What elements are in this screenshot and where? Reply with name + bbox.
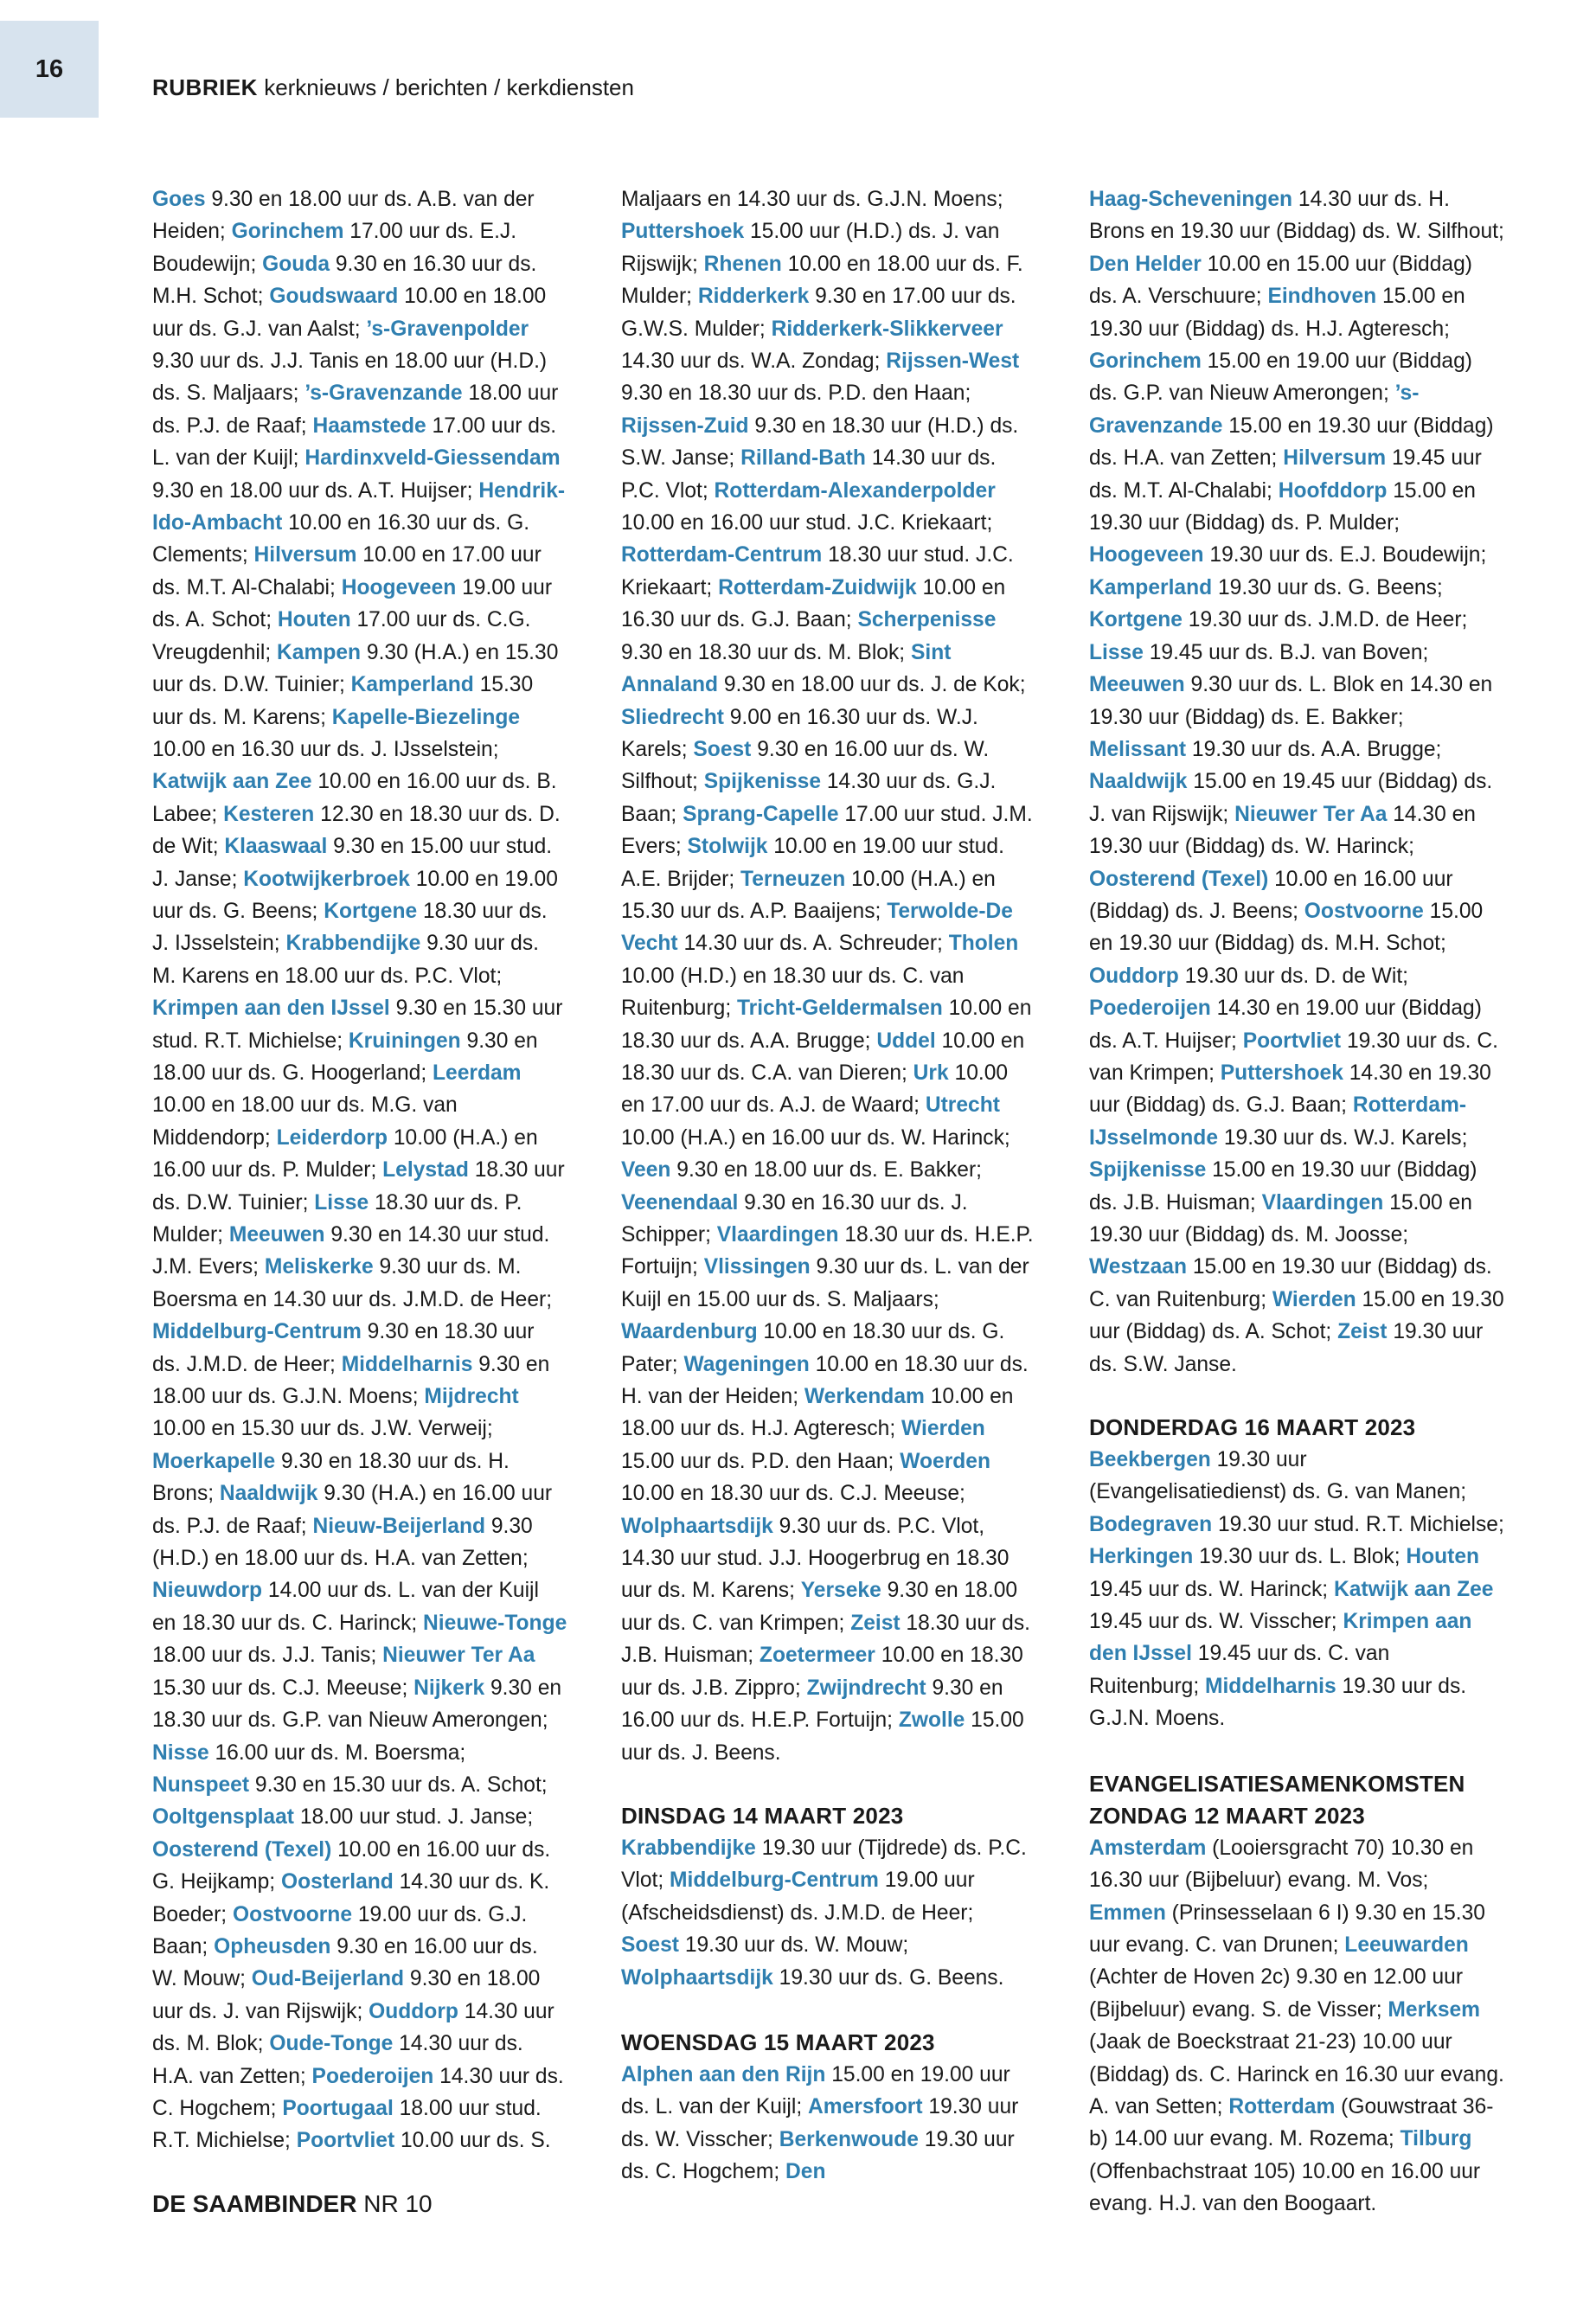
place-name: Tholen <box>948 932 1019 956</box>
rubric-label: RUBRIEK <box>152 74 258 100</box>
place-name: Naaldwijk <box>219 1482 318 1506</box>
place-name: Amsterdam <box>1089 1836 1207 1860</box>
place-name: Kruiningen <box>348 1029 461 1053</box>
place-name: Terneuzen <box>740 867 846 891</box>
place-name: Katwijk aan Zee <box>1333 1577 1494 1601</box>
place-name: ’s-Gravenzande <box>304 381 463 406</box>
place-name: Westzaan <box>1089 1255 1187 1279</box>
place-name: Oostvoorne <box>232 1902 352 1926</box>
place-name: Nijkerk <box>413 1676 485 1700</box>
place-name: Spijkenisse <box>1089 1158 1207 1183</box>
place-name: Kesteren <box>223 802 315 826</box>
church-service-list: Amsterdam (Looiersgracht 70) 10.30 en 16.30 uur (Bijbeluur) evang. M. Vos; Emmen (Prinsesselaan 6 I) 9.30 en 15.30 uur evang. C. van Drunen; Leeuwarden (Achter de Hoven 2c) 9.30 en 12.00 uur (Bijbeluur) evang. S. de Visser; Merksem (Jaak de Boeckstraat 21-23) 10.00 uur (Biddag) ds. C. Harinck en 16.30 uur evang. A. van Setten; Rotterdam (Gouwstraat 36-b) 14.00 uur evang. M. Rozema; Tilburg (Offenbachstraat 105) 10.00 en 16.00 uur evang. H.J. van den Boogaart. <box>1089 1836 1504 2216</box>
church-service-list: Krabbendijke 19.30 uur (Tijdrede) ds. P.C. Vlot; Middelburg-Centrum 19.00 uur (Afscheidsdienst) ds. J.M.D. de Heer; Soest 19.30 uur ds. W. Mouw; Wolphaartsdijk 19.30 uur ds. G. Beens. <box>621 1836 1027 1990</box>
place-name: Nieuwer Ter Aa <box>382 1644 535 1668</box>
place-name: Soest <box>693 737 752 761</box>
place-name: Wierden <box>901 1417 985 1441</box>
place-name: Leerdam <box>433 1061 522 1085</box>
place-name: Terwolde-De Vecht <box>621 899 1013 956</box>
place-name: Oosterend (Texel) <box>152 1837 332 1862</box>
place-name: Kapelle-Biezelinge <box>331 705 521 729</box>
place-name: Sprang-Capelle <box>683 802 839 826</box>
place-name: Meliskerke <box>264 1255 374 1279</box>
place-name: Urk <box>913 1061 949 1085</box>
place-name: Vlissingen <box>703 1255 811 1279</box>
place-name: Nieuw-Beijerland <box>312 1514 486 1538</box>
place-name: Woerden <box>900 1449 990 1473</box>
place-name: Waardenburg <box>621 1320 758 1344</box>
church-service-list: Beekbergen 19.30 uur (Evangelisatiedienst) ds. G. van Manen; Bodegraven 19.30 uur stud. R.T. Michielse; Herkingen 19.30 uur ds. L. Blok; Houten 19.45 uur ds. W. Harinck; Katwijk aan Zee 19.45 uur ds. W. Visscher; Krimpen aan den IJssel 19.45 uur ds. C. van Ruitenburg; Middelharnis 19.30 uur ds. G.J.N. Moens. <box>1089 1448 1504 1731</box>
magazine-name: DE SAAMBINDER <box>152 2190 357 2217</box>
place-name: Mijdrecht <box>424 1385 519 1409</box>
place-name: Nieuwdorp <box>152 1579 263 1603</box>
place-name: Lisse <box>314 1190 369 1215</box>
place-name: Goes <box>152 188 206 211</box>
place-name: Middelharnis <box>1204 1674 1336 1698</box>
place-name: Vlaardingen <box>1261 1190 1384 1215</box>
place-name: Den <box>785 2160 826 2184</box>
place-name: Zeist <box>850 1611 901 1635</box>
place-name: Puttershoek <box>1220 1061 1343 1085</box>
place-name: Ooltgensplaat <box>152 1805 294 1830</box>
place-name: Krimpen aan den IJssel <box>152 997 390 1021</box>
place-name: Werkendam <box>804 1385 925 1409</box>
place-name: Oostvoorne <box>1304 899 1424 923</box>
place-name: Krabbendijke <box>621 1836 756 1860</box>
place-name: Rijssen-West <box>886 349 1020 374</box>
place-name: Soest <box>621 1933 679 1958</box>
place-name: Beekbergen <box>1089 1448 1211 1472</box>
place-name: Tilburg <box>1400 2127 1472 2151</box>
place-name: Wolphaartsdijk <box>621 1514 773 1538</box>
place-name: Leiderdorp <box>276 1125 388 1150</box>
place-name: Meeuwen <box>228 1223 325 1247</box>
place-name: Poortvliet <box>296 2129 395 2153</box>
place-name: Rotterdam-IJsselmonde <box>1089 1093 1467 1150</box>
page-footer <box>152 2192 433 2216</box>
place-name: Tricht-Geldermalsen <box>736 997 943 1021</box>
section-heading-woensdag: WOENSDAG 15 MAART 2023 <box>621 2029 935 2055</box>
place-name: Nisse <box>152 1740 209 1765</box>
place-name: Rotterdam-Zuidwijk <box>718 575 917 599</box>
place-name: Alphen aan den Rijn <box>621 2062 826 2086</box>
place-name: Kamperland <box>1089 575 1213 599</box>
place-name: Vlaardingen <box>716 1223 839 1247</box>
place-name: Middelburg-Centrum <box>152 1320 362 1344</box>
place-name: Zoetermeer <box>759 1644 875 1668</box>
place-name: Kamperland <box>350 673 474 697</box>
place-name: Nunspeet <box>152 1772 250 1797</box>
issue-number: NR 10 <box>363 2190 433 2217</box>
place-name: Veenendaal <box>621 1190 739 1215</box>
place-name: Oude-Tonge <box>269 2032 394 2056</box>
place-name: ’s-Gravenzande <box>1089 381 1420 438</box>
place-name: Haag-Scheveningen <box>1089 188 1293 211</box>
place-name: Ridderkerk <box>697 285 810 309</box>
place-name: Melissant <box>1089 737 1187 761</box>
place-name: Krimpen aan den IJssel <box>1089 1610 1472 1666</box>
place-name: Lisse <box>1089 640 1144 664</box>
place-name: Kortgene <box>324 899 418 923</box>
column-3 <box>1089 183 1504 2221</box>
section-heading-evangelisatie <box>1089 1768 1504 1832</box>
place-name: Zwolle <box>898 1708 965 1733</box>
place-name: Oud-Beijerland <box>251 1967 405 1991</box>
place-name: Oosterland <box>280 1870 394 1894</box>
place-name: Berkenwoude <box>779 2127 919 2151</box>
place-name: Kootwijkerbroek <box>243 867 410 891</box>
place-name: Wierden <box>1272 1287 1356 1311</box>
place-name: Gouda <box>262 252 330 276</box>
place-name: Wageningen <box>683 1352 810 1376</box>
place-name: Poortvliet <box>1242 1029 1342 1053</box>
place-name: Middelharnis <box>341 1352 473 1376</box>
place-name: Gorinchem <box>231 220 344 244</box>
evangelisatie-title-line-2: ZONDAG 12 MAART 2023 <box>1089 1802 1365 1829</box>
place-name: Rotterdam-Centrum <box>621 543 823 567</box>
place-name: Spijkenisse <box>703 770 822 794</box>
place-name: Den Helder <box>1089 252 1202 276</box>
place-name: Poortugaal <box>282 2096 394 2120</box>
place-name: Scherpenisse <box>857 608 997 632</box>
place-name: ’s-Gravenpolder <box>366 317 529 341</box>
place-name: Meeuwen <box>1089 673 1185 697</box>
place-name: Rotterdam <box>1228 2094 1336 2118</box>
column-2 <box>621 183 1036 2189</box>
place-name: Nieuwer Ter Aa <box>1234 802 1388 826</box>
place-name: Utrecht <box>925 1093 1000 1118</box>
place-name: Yerseke <box>800 1579 881 1603</box>
place-name: Oosterend (Texel) <box>1089 867 1269 891</box>
place-name: Eindhoven <box>1267 285 1377 309</box>
place-name: Hilversum <box>1283 446 1387 471</box>
place-name: Gorinchem <box>1089 349 1202 374</box>
place-name: Hendrik-Ido-Ambacht <box>152 478 566 535</box>
place-name: Kortgene <box>1089 608 1183 632</box>
place-name: Wolphaartsdijk <box>621 1965 773 1990</box>
place-name: Hoofddorp <box>1278 478 1388 503</box>
place-name: Kampen <box>277 640 362 664</box>
place-name: Middelburg-Centrum <box>670 1868 879 1893</box>
place-name: Puttershoek <box>621 220 745 244</box>
place-name: Veen <box>621 1158 671 1183</box>
place-name: Herkingen <box>1089 1545 1194 1569</box>
evangelisatie-title-line-1: EVANGELISATIESAMENKOMSTEN <box>1089 1770 1465 1797</box>
place-name: Merksem <box>1388 1997 1481 2022</box>
place-name: Nieuwe-Tonge <box>423 1611 567 1635</box>
place-name: Leeuwarden <box>1344 1932 1469 1957</box>
rubric-header <box>152 76 634 99</box>
place-name: Hoogeveen <box>341 575 457 599</box>
place-name: Zeist <box>1337 1320 1388 1344</box>
church-service-list: Haag-Scheveningen 14.30 uur ds. H. Brons en 19.30 uur (Biddag) ds. W. Silfhout; Den Helder 10.00 en 15.00 uur (Biddag) ds. A. Verschuure; Eindhoven 15.00 en 19.30 uur (Biddag) ds. H.J. Agteresch; Gorinchem 15.00 en 19.00 uur (Biddag) ds. G.P. van Nieuw Amerongen; ’s-Gravenzande 15.00 en 19.30 uur (Biddag) ds. H.A. van Zetten; Hilversum 19.45 uur ds. M.T. Al-Chalabi; Hoofddorp 15.00 en 19.30 uur (Biddag) ds. P. Mulder; Hoogeveen 19.30 uur ds. E.J. Boudewijn; Kamperland 19.30 uur ds. G. Beens; Kortgene 19.30 uur ds. J.M.D. de Heer; Lisse 19.45 uur ds. B.J. van Boven; Meeuwen 9.30 uur ds. L. Blok en 14.30 en 19.30 uur (Biddag) ds. E. Bakker; Melissant 19.30 uur ds. A.A. Brugge; Naaldwijk 15.00 en 19.45 uur (Biddag) ds. J. van Rijswijk; Nieuwer Ter Aa 14.30 en 19.30 uur (Biddag) ds. W. Harinck; Oosterend (Texel) 10.00 en 16.00 uur (Biddag) ds. J. Beens; Oostvoorne 15.00 en 19.30 uur (Biddag) ds. M.H. Schot; Ouddorp 19.30 uur ds. D. de Wit; Poederoijen 14.30 en 19.00 uur (Biddag) ds. A.T. Huijser; Poortvliet 19.30 uur ds. C. van Krimpen; Puttershoek 14.30 en 19.30 uur (Biddag) ds. G.J. Baan; Rotterdam-IJsselmonde 19.30 uur ds. W.J. Karels; Spijkenisse 15.00 en 19.30 uur (Biddag) ds. J.B. Huisman; Vlaardingen 15.00 en 19.30 uur (Biddag) ds. M. Joosse; Westzaan 15.00 en 19.30 uur (Biddag) ds. C. van Ruitenburg; Wierden 15.00 en 19.30 uur (Biddag) ds. A. Schot; Zeist 19.30 uur ds. S.W. Janse. <box>1089 188 1504 1376</box>
place-name: Krabbendijke <box>285 932 421 956</box>
place-name: Bodegraven <box>1089 1512 1213 1536</box>
place-name: Katwijk aan Zee <box>152 770 312 794</box>
place-name: Rotterdam-Alexanderpolder <box>714 478 996 503</box>
church-service-list: Alphen aan den Rijn 15.00 en 19.00 uur ds. L. van der Kuijl; Amersfoort 19.30 uur ds. W. Visscher; Berkenwoude 19.30 uur ds. C. Hogchem; Den <box>621 2062 1019 2184</box>
place-name: Sliedrecht <box>621 705 724 729</box>
place-name: Zwijndrecht <box>806 1676 926 1700</box>
page-number: 16 <box>35 54 64 83</box>
place-name: Hilversum <box>253 543 357 567</box>
place-name: Ridderkerk-Slikkerveer <box>771 317 1003 341</box>
place-name: Goudswaard <box>269 285 399 309</box>
place-name: Uddel <box>876 1029 936 1053</box>
rubric-subtitle: kerknieuws / berichten / kerkdiensten <box>264 74 634 100</box>
place-name: Houten <box>1406 1545 1480 1569</box>
place-name: Hardinxveld-Giessendam <box>304 446 561 471</box>
place-name: Amersfoort <box>808 2095 923 2119</box>
place-name: Rilland-Bath <box>740 446 866 471</box>
place-name: Houten <box>277 608 351 632</box>
place-name: Poederoijen <box>311 2064 434 2088</box>
church-service-list: Goes 9.30 en 18.00 uur ds. A.B. van der Heiden; Gorinchem 17.00 uur ds. E.J. Boudewijn; Gouda 9.30 en 16.30 uur ds. M.H. Schot; Goudswaard 10.00 en 18.00 uur ds. G.J. van Aalst; ’s-Gravenpolder 9.30 uur ds. J.J. Tanis en 18.00 uur (H.D.) ds. S. Maljaars; ’s-Gravenzande 18.00 uur ds. P.J. de Raaf; Haamstede 17.00 uur ds. L. van der Kuijl; Hardinxveld-Giessendam 9.30 en 18.00 uur ds. A.T. Huijser; Hendrik-Ido-Ambacht 10.00 en 16.30 uur ds. G. Clements; Hilversum 10.00 en 17.00 uur ds. M.T. Al-Chalabi; Hoogeveen 19.00 uur ds. A. Schot; Houten 17.00 uur ds. C.G. Vreugdenhil; Kampen 9.30 (H.A.) en 15.30 uur ds. D.W. Tuinier; Kamperland 15.30 uur ds. M. Karens; Kapelle-Biezelinge 10.00 en 16.30 uur ds. J. IJsselstein; Katwijk aan Zee 10.00 en 16.00 uur ds. B. Labee; Kesteren 12.30 en 18.30 uur ds. D. de Wit; Klaaswaal 9.30 en 15.00 uur stud. J. Janse; Kootwijkerbroek 10.00 en 19.00 uur ds. G. Beens; Kortgene 18.30 uur ds. J. IJsselstein; Krabbendijke 9.30 uur ds. M. Karens en 18.00 uur ds. P.C. Vlot; Krimpen aan den IJssel 9.30 en 15.30 uur stud. R.T. Michielse; Kruiningen 9.30 en 18.00 uur ds. G. Hoogerland; Leerdam 10.00 en 18.00 uur ds. M.G. van Middendorp; Leiderdorp 10.00 (H.A.) en 16.00 uur ds. P. Mulder; Lelystad 18.30 uur ds. D.W. Tuinier; Lisse 18.30 uur ds. P. Mulder; Meeuwen 9.30 en 14.30 uur stud. J.M. Evers; Meliskerke 9.30 uur ds. M. Boersma en 14.30 uur ds. J.M.D. de Heer; Middelburg-Centrum 9.30 en 18.30 uur ds. J.M.D. de Heer; Middelharnis 9.30 en 18.00 uur ds. G.J.N. Moens; Mijdrecht 10.00 en 15.30 uur ds. J.W. Verweij; Moerkapelle 9.30 en 18.30 uur ds. H. Brons; Naaldwijk 9.30 (H.A.) en 16.00 uur ds. P.J. de Raaf; Nieuw-Beijerland 9.30 (H.D.) en 18.00 uur ds. H.A. van Zetten; Nieuwdorp 14.00 uur ds. L. van der Kuijl en 18.30 uur ds. C. Harinck; Nieuwe-Tonge 18.00 uur ds. J.J. Tanis; Nieuwer Ter Aa 15.30 uur ds. C.J. Meeuse; Nijkerk 9.30 en 18.30 uur ds. G.P. van Nieuw Amerongen; Nisse 16.00 uur ds. M. Boersma; Nunspeet 9.30 en 15.30 uur ds. A. Schot; Ooltgensplaat 18.00 uur stud. J. Janse; Oosterend (Texel) 10.00 en 16.00 uur ds. G. Heijkamp; Oosterland 14.30 uur ds. K. Boeder; Oostvoorne 19.00 uur ds. G.J. Baan; Opheusden 9.30 en 16.00 uur ds. W. Mouw; Oud-Beijerland 9.30 en 18.00 uur ds. J. van Rijswijk; Ouddorp 14.30 uur ds. M. Blok; Oude-Tonge 14.30 uur ds. H.A. van Zetten; Poederoijen 14.30 uur ds. C. Hogchem; Poortugaal 18.00 uur stud. R.T. Michielse; Poortvliet 10.00 uur ds. S. <box>152 188 567 2153</box>
section-heading-dinsdag: DINSDAG 14 MAART 2023 <box>621 1802 904 1829</box>
place-name: Emmen <box>1089 1900 1166 1925</box>
place-name: Hoogeveen <box>1089 543 1204 567</box>
section-heading-donderdag: DONDERDAG 16 MAART 2023 <box>1089 1414 1416 1441</box>
place-name: Poederoijen <box>1089 997 1211 1021</box>
place-name: Ouddorp <box>369 1999 458 2023</box>
church-service-list: Maljaars en 14.30 uur ds. G.J.N. Moens; Puttershoek 15.00 uur (H.D.) ds. J. van Rijswijk; Rhenen 10.00 en 18.00 uur ds. F. Mulder; Ridderkerk 9.30 en 17.00 uur ds. G.W.S. Mulder; Ridderkerk-Slikkerveer 14.30 uur ds. W.A. Zondag; Rijssen-West 9.30 en 18.30 uur ds. P.D. den Haan; Rijssen-Zuid 9.30 en 18.30 uur (H.D.) ds. S.W. Janse; Rilland-Bath 14.30 uur ds. P.C. Vlot; Rotterdam-Alexanderpolder 10.00 en 16.00 uur stud. J.C. Kriekaart; Rotterdam-Centrum 18.30 uur stud. J.C. Kriekaart; Rotterdam-Zuidwijk 10.00 en 16.30 uur ds. G.J. Baan; Scherpenisse 9.30 en 18.30 uur ds. M. Blok; Sint Annaland 9.30 en 18.00 uur ds. J. de Kok; Sliedrecht 9.00 en 16.30 uur ds. W.J. Karels; Soest 9.30 en 16.00 uur ds. W. Silfhout; Spijkenisse 14.30 uur ds. G.J. Baan; Sprang-Capelle 17.00 uur stud. J.M. Evers; Stolwijk 10.00 en 19.00 uur stud. A.E. Brijder; Terneuzen 10.00 (H.A.) en 15.30 uur ds. A.P. Baaijens; Terwolde-De Vecht 14.30 uur ds. A. Schreuder; Tholen 10.00 (H.D.) en 18.30 uur ds. C. van Ruitenburg; Tricht-Geldermalsen 10.00 en 18.30 uur ds. A.A. Brugge; Uddel 10.00 en 18.30 uur ds. C.A. van Dieren; Urk 10.00 en 17.00 uur ds. A.J. de Waard; Utrecht 10.00 (H.A.) en 16.00 uur ds. W. Harinck; Veen 9.30 en 18.00 uur ds. E. Bakker; Veenendaal 9.30 en 16.30 uur ds. J. Schipper; Vlaardingen 18.30 uur ds. H.E.P. Fortuijn; Vlissingen 9.30 uur ds. L. van der Kuijl en 15.00 uur ds. S. Maljaars; Waardenburg 10.00 en 18.30 uur ds. G. Pater; Wageningen 10.00 en 18.30 uur ds. H. van der Heiden; Werkendam 10.00 en 18.00 uur ds. H.J. Agteresch; Wierden 15.00 uur ds. P.D. den Haan; Woerden 10.00 en 18.30 uur ds. C.J. Meeuse; Wolphaartsdijk 9.30 uur ds. P.C. Vlot, 14.30 uur stud. J.J. Hoogerbrug en 18.30 uur ds. M. Karens; Yerseke 9.30 en 18.00 uur ds. C. van Krimpen; Zeist 18.30 uur ds. J.B. Huisman; Zoetermeer 10.00 en 18.30 uur ds. J.B. Zippro; Zwijndrecht 9.30 en 16.00 uur ds. H.E.P. Fortuijn; Zwolle 15.00 uur ds. J. Beens. <box>621 188 1034 1765</box>
place-name: Stolwijk <box>687 835 768 859</box>
place-name: Klaaswaal <box>224 835 328 859</box>
place-name: Naaldwijk <box>1089 770 1188 794</box>
place-name: Lelystad <box>382 1158 469 1183</box>
place-name: Rijssen-Zuid <box>621 413 749 438</box>
place-name: Sint Annaland <box>621 640 952 697</box>
place-name: Haamstede <box>312 413 426 438</box>
place-name: Moerkapelle <box>152 1449 276 1473</box>
place-name: Rhenen <box>703 252 782 276</box>
place-name: Ouddorp <box>1089 964 1179 988</box>
column-1 <box>152 183 567 2157</box>
place-name: Opheusden <box>214 1934 331 1958</box>
